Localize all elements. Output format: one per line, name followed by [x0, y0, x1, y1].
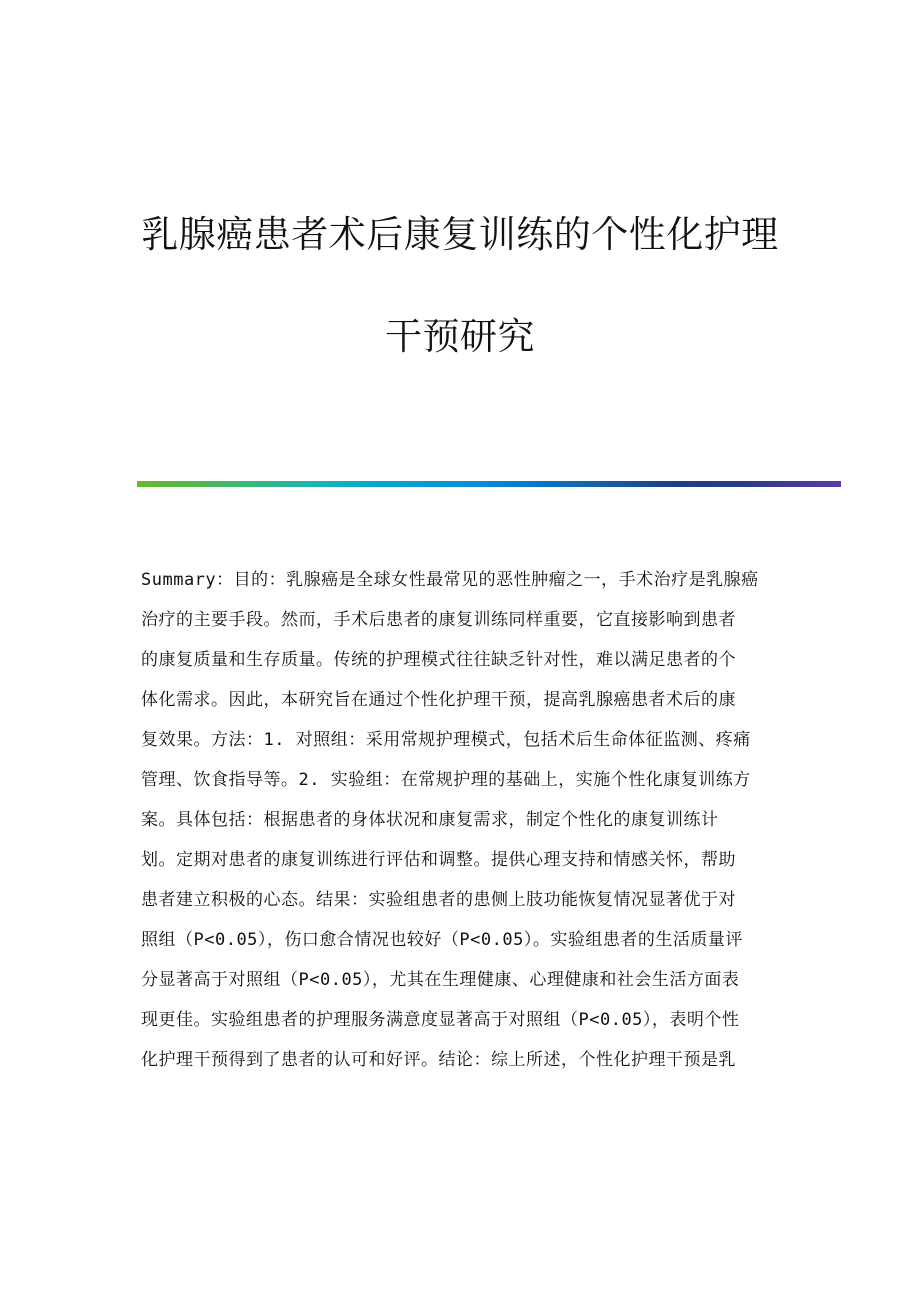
- summary-line: 化护理干预得到了患者的认可和好评。结论：综上所述，个性化护理干预是乳: [141, 1050, 736, 1070]
- summary-line: 照组（P<0.05），伤口愈合情况也较好（P<0.05）。实验组患者的生活质量评: [141, 930, 743, 950]
- summary-line: 案。具体包括：根据患者的身体状况和康复需求，制定个性化的康复训练计: [141, 810, 719, 830]
- summary-line: 现更佳。实验组患者的护理服务满意度显著高于对照组（P<0.05），表明个性: [141, 1010, 740, 1030]
- title-line-2: 干预研究: [385, 315, 535, 358]
- summary-line: 复效果。方法：1. 对照组：采用常规护理模式，包括术后生命体征监测、疼痛: [141, 730, 751, 750]
- document-title: [0, 213, 920, 359]
- summary-line: 患者建立积极的心态。结果：实验组患者的患侧上肢功能恢复情况显著优于对: [141, 890, 736, 910]
- summary-line: 体化需求。因此，本研究旨在通过个性化护理干预，提高乳腺癌患者术后的康: [141, 690, 736, 710]
- summary-line: 的康复质量和生存质量。传统的护理模式往往缺乏针对性，难以满足患者的个: [141, 650, 736, 670]
- gradient-divider: [137, 481, 841, 487]
- summary-line: 划。定期对患者的康复训练进行评估和调整。提供心理支持和情感关怀，帮助: [141, 850, 736, 870]
- summary-paragraph: [141, 560, 781, 1080]
- summary-line: Summary：目的：乳腺癌是全球女性最常见的恶性肿瘤之一，手术治疗是乳腺癌: [141, 570, 759, 590]
- summary-line: 分显著高于对照组（P<0.05），尤其在生理健康、心理健康和社会生活方面表: [141, 970, 740, 990]
- summary-line: 治疗的主要手段。然而，手术后患者的康复训练同样重要，它直接影响到患者: [141, 610, 736, 630]
- title-line-1: 乳腺癌患者术后康复训练的个性化护理: [141, 213, 779, 256]
- summary-line: 管理、饮食指导等。2. 实验组：在常规护理的基础上，实施个性化康复训练方: [141, 770, 751, 790]
